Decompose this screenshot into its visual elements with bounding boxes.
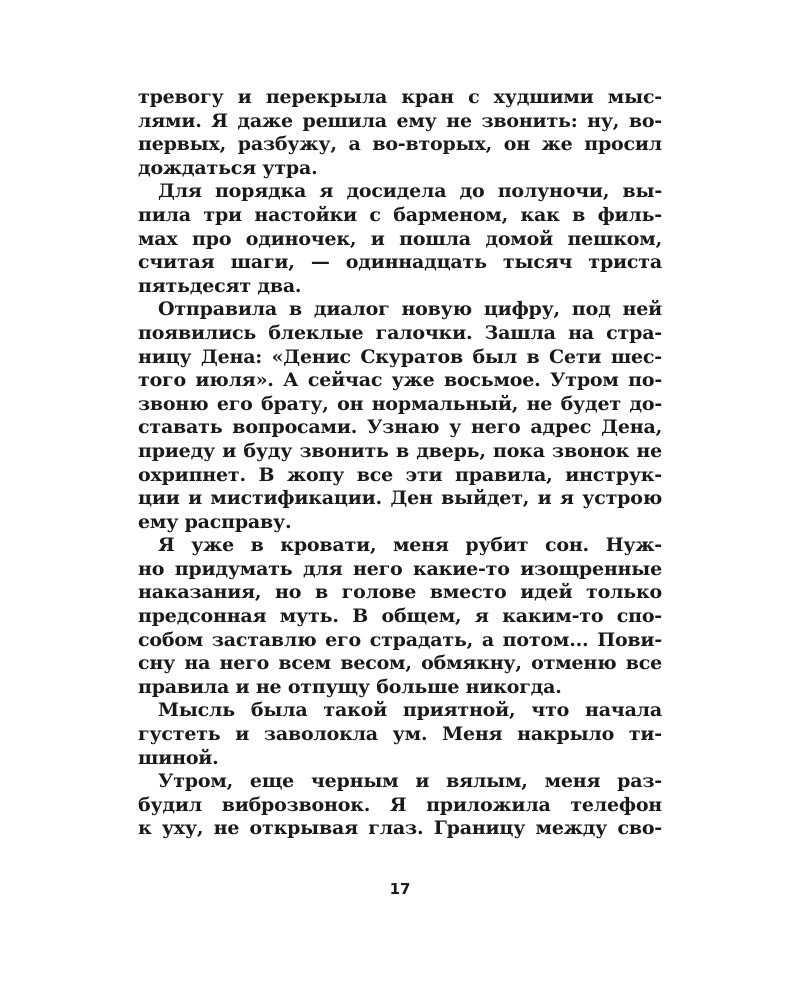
text-line: густеть и заволокла ум. Меня накрыло ти-: [138, 723, 662, 746]
text-line: собом заставлю его страдать, а потом... Пови-: [138, 628, 662, 651]
text-line: Я уже в кровати, меня рубит сон. Нуж-: [158, 534, 662, 557]
text-line: первых, разбужу, а во-вторых, он же просил: [138, 133, 662, 156]
text-line: того июля». А сейчас уже восьмое. Утром по-: [138, 369, 662, 392]
page-number: 17: [389, 880, 411, 898]
text-line: ции и мистификации. Ден выйдет, и я устрою: [138, 487, 662, 510]
text-line: ему расправу.: [138, 510, 292, 533]
text-line: Для порядка я досидела до полуночи, вы-: [158, 180, 662, 203]
text-line: наказания, но в голове вместо идей только: [138, 581, 662, 604]
text-line: сну на него всем весом, обмякну, отменю все: [138, 652, 662, 675]
text-line: охрипнет. В жопу все эти правила, инструк-: [138, 463, 662, 486]
text-line: Мысль была такой приятной, что начала: [158, 699, 662, 722]
text-line: ницу Дена: «Денис Скуратов был в Сети шес-: [138, 345, 662, 368]
text-line: шиной.: [138, 746, 219, 769]
text-line: но придумать для него какие-то изощренные: [138, 557, 662, 580]
text-line: приеду и буду звонить в дверь, пока звонок не: [138, 439, 662, 462]
text-line: дождаться утра.: [138, 156, 318, 179]
text-line: пятьдесят два.: [138, 274, 302, 297]
text-line: Отправила в диалог новую цифру, под ней: [158, 298, 662, 321]
text-line: пила три настойки с барменом, как в филь-: [138, 203, 662, 226]
text-line: мах про одиночек, и пошла домой пешком,: [138, 227, 662, 250]
text-line: предсонная муть. В общем, я каким-то спо-: [138, 605, 662, 628]
text-line: считая шаги, — одиннадцать тысяч триста: [138, 251, 662, 274]
body-text: [138, 86, 662, 841]
text-line: лями. Я даже решила ему не звонить: ну, во-: [138, 109, 662, 132]
text-line: звоню его брату, он нормальный, не будет до-: [138, 392, 662, 415]
text-line: тревогу и перекрыла кран с худшими мыс-: [138, 86, 662, 108]
text-line: появились блеклые галочки. Зашла на стра-: [138, 321, 662, 344]
text-line: будил виброзвонок. Я приложила телефон: [138, 793, 662, 816]
text-line: Утром, еще черным и вялым, меня раз-: [158, 770, 662, 793]
text-line: к уху, не открывая глаз. Границу между сво-: [138, 817, 662, 840]
text-line: ставать вопросами. Узнаю у него адрес Дена,: [138, 416, 662, 439]
text-line: правила и не отпущу больше никогда.: [138, 675, 562, 698]
